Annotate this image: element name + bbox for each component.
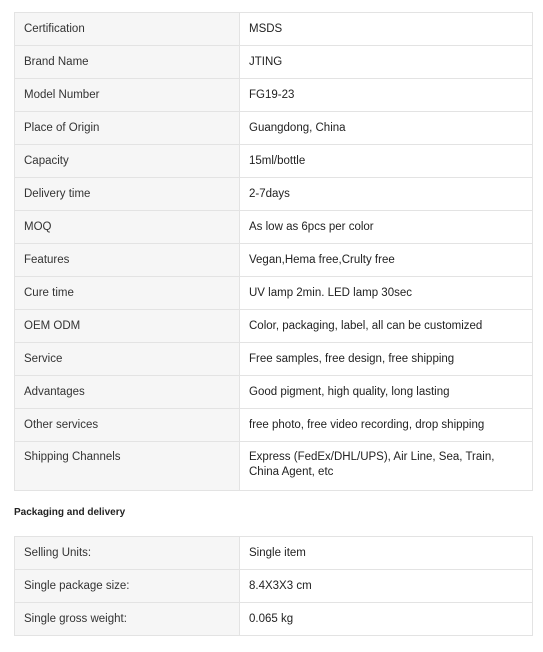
attribute-key: Brand Name	[15, 46, 240, 79]
attribute-key: MOQ	[15, 211, 240, 244]
attribute-value: JTING	[240, 46, 533, 79]
attribute-value: UV lamp 2min. LED lamp 30sec	[240, 277, 533, 310]
table-row	[15, 79, 533, 112]
table-row	[15, 310, 533, 343]
attribute-value: MSDS	[240, 13, 533, 46]
attribute-key: Delivery time	[15, 178, 240, 211]
table-row	[15, 409, 533, 442]
packaging-key: Single package size:	[15, 570, 240, 603]
table-row	[15, 46, 533, 79]
attribute-key: Model Number	[15, 79, 240, 112]
attribute-key: Place of Origin	[15, 112, 240, 145]
table-row	[15, 442, 533, 491]
packaging-delivery-table	[14, 536, 533, 636]
product-attributes-table	[14, 12, 533, 491]
packaging-key: Selling Units:	[15, 537, 240, 570]
attribute-key: Certification	[15, 13, 240, 46]
attribute-value: As low as 6pcs per color	[240, 211, 533, 244]
attribute-value: FG19-23	[240, 79, 533, 112]
attribute-key: Shipping Channels	[15, 442, 240, 491]
table-row	[15, 277, 533, 310]
attribute-key: Capacity	[15, 145, 240, 178]
attribute-value: Color, packaging, label, all can be customized	[240, 310, 533, 343]
attribute-value: Guangdong, China	[240, 112, 533, 145]
attribute-value: Free samples, free design, free shipping	[240, 343, 533, 376]
table-row	[15, 13, 533, 46]
packaging-key: Single gross weight:	[15, 603, 240, 636]
table-row	[15, 537, 533, 570]
table-row	[15, 376, 533, 409]
table-row	[15, 570, 533, 603]
packaging-value: 8.4X3X3 cm	[240, 570, 533, 603]
attribute-key: Features	[15, 244, 240, 277]
packaging-value: Single item	[240, 537, 533, 570]
attribute-key: Advantages	[15, 376, 240, 409]
attribute-key: Other services	[15, 409, 240, 442]
table-row	[15, 145, 533, 178]
table-row	[15, 603, 533, 636]
attribute-value: Vegan,Hema free,Crulty free	[240, 244, 533, 277]
packaging-section-heading: Packaging and delivery	[14, 507, 126, 518]
table-row	[15, 211, 533, 244]
attribute-value: 15ml/bottle	[240, 145, 533, 178]
attribute-value: Express (FedEx/DHL/UPS), Air Line, Sea, Train, China Agent, etc	[240, 442, 533, 491]
table-row	[15, 178, 533, 211]
table-row	[15, 112, 533, 145]
attribute-key: OEM ODM	[15, 310, 240, 343]
table-row	[15, 343, 533, 376]
attribute-value: free photo, free video recording, drop shipping	[240, 409, 533, 442]
packaging-value: 0.065 kg	[240, 603, 533, 636]
attribute-key: Service	[15, 343, 240, 376]
attribute-value: Good pigment, high quality, long lasting	[240, 376, 533, 409]
attribute-key: Cure time	[15, 277, 240, 310]
table-row	[15, 244, 533, 277]
attribute-value: 2-7days	[240, 178, 533, 211]
